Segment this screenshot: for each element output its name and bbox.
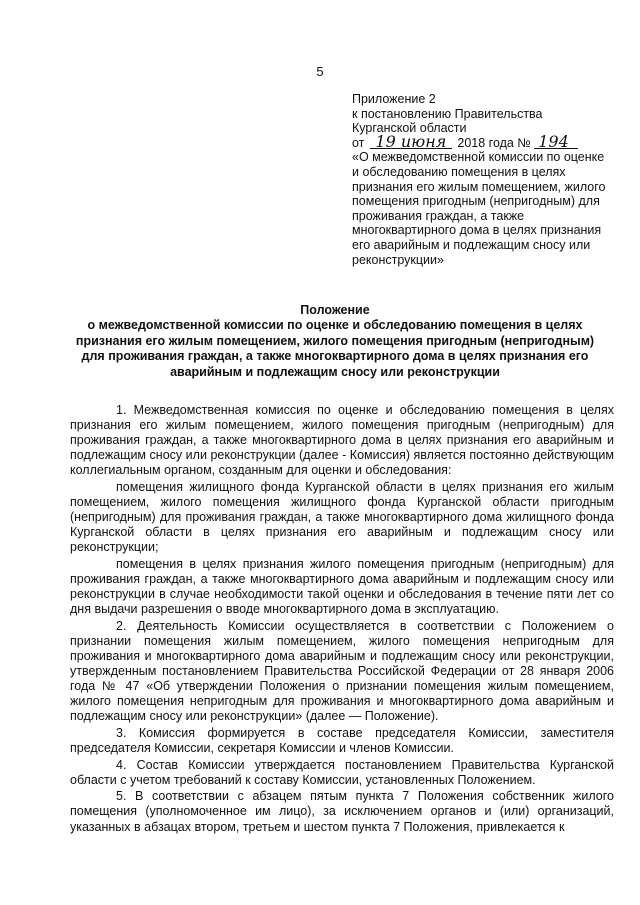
year-text: 2018 года №: [457, 135, 531, 150]
handwritten-date: 19 июня: [370, 136, 452, 149]
from-label: от: [352, 135, 365, 150]
appendix-title: Приложение 2: [352, 92, 436, 106]
paragraph-1-item-2: помещения в целях признания жилого помещения пригодным (непригодным) для проживания граждан, а также многоквартирного дома аварийным и подлежащим сносу или реконструкции в случае необходимости такой оценки и обследования в течение пяти лет со дня выдачи разрешения о вводе многоквартирного дома в эксплуатацию.: [70, 556, 614, 617]
page-number: 5: [316, 64, 324, 79]
handwritten-number: 194: [534, 136, 578, 149]
paragraph-1-item-1: помещения жилищного фонда Курганской области в целях признания его жилым помещением, жилого помещения жилищного фонда Курганской области пригодным (непригодным) для проживания граждан, а также многоквартирного дома жилищного фонда Курганской области в целях признания его аварийным и подлежащим сносу или реконструкции;: [70, 479, 614, 555]
paragraph-4: 4. Состав Комиссии утверждается постановлением Правительства Курганской области с учетом требований к составу Комиссии, установленных Положением.: [70, 757, 614, 787]
title-subheading: о межведомственной комиссии по оценке и обследованию помещения в целях признания его жилым помещением, жилого помещения пригодным (непригодным) для проживания граждан, а также многоквартирного дома в целях признания его аварийным и подлежащим сносу или реконструкции: [75, 318, 595, 379]
document-body: [70, 403, 614, 836]
appendix-region: Курганской области: [352, 121, 467, 136]
title-heading: Положение: [300, 303, 370, 317]
appendix-quote: «О межведомственной комиссии по оценке и обследованию помещения в целях признания его жилым помещением, жилого помещения пригодным (непригодным) для проживания граждан, а также многоквартирного дома в целях признания его аварийным и подлежащим сносу или реконструкции»: [352, 150, 606, 267]
appendix-decree-ref: к постановлению Правительства: [352, 106, 543, 121]
paragraph-1: 1. Межведомственная комиссия по оценке и обследованию помещения в целях признания его жилым помещением, жилого помещения пригодным (непригодным) для проживания граждан, а также многоквартирного дома в целях признания его аварийным и подлежащим сносу или реконструкции (далее - Комиссия) является постоянно действующим коллегиальным органом, созданным для оценки и обследования:: [70, 403, 614, 478]
paragraph-2: 2. Деятельность Комиссии осуществляется в соответствии с Положением о признании помещения жилым помещением, жилого помещения непригодным для проживания и многоквартирного дома аварийным и подлежащим сносу или реконструкции, утвержденным постановлением Правительства Российской Федерации от 28 января 2006 года № 47 «Об утверждении Положения о признании помещения жилым помещением, жилого помещения непригодным для проживания и многоквартирного дома аварийным и подлежащим сносу или реконструкции» (далее — Положение).: [70, 618, 614, 724]
appendix-date-line: [352, 131, 614, 151]
document-title: [70, 303, 600, 380]
paragraph-5: 5. В соответствии с абзацем пятым пункта 7 Положения собственник жилого помещения (уполномоченное им лицо), за исключением органов и (или) организаций, указанных в абзацах втором, третьем и шестом пункта 7 Положения, привлекается к: [70, 789, 614, 834]
paragraph-3: 3. Комиссия формируется в составе председателя Комиссии, заместителя председателя Комиссии, секретаря Комиссии и членов Комиссии.: [70, 725, 614, 756]
appendix-header: [352, 92, 614, 267]
